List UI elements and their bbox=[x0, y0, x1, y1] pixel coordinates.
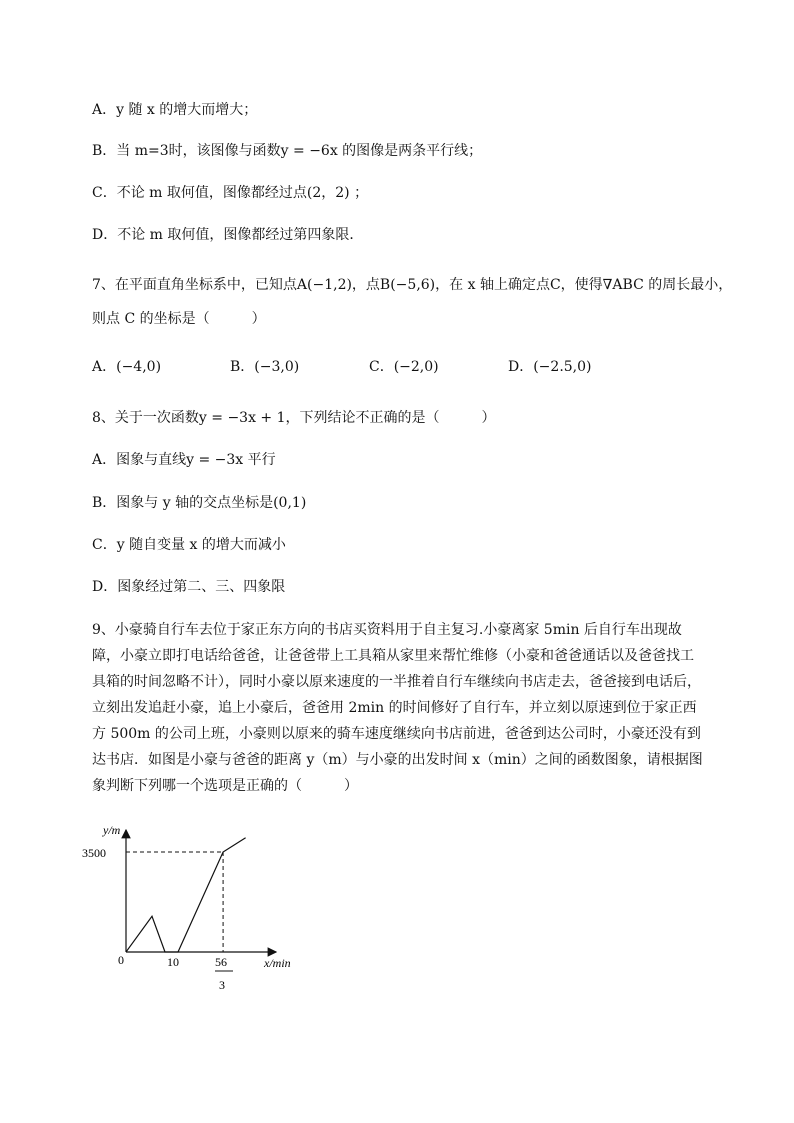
q8-option-d: D．图象经过第二、三、四象限 bbox=[92, 579, 286, 595]
x-axis-label: x/min bbox=[264, 956, 291, 970]
q6-option-c: C．不论 m 取何值，图像都经过点(2，2) ； bbox=[92, 185, 369, 201]
x-tick-fraction bbox=[215, 955, 233, 992]
q6-option-b: B．当 m=3时，该图像与函数y = −6x 的图像是两条平行线； bbox=[92, 143, 483, 159]
q7-option-b: B．(−3,0) bbox=[230, 359, 300, 375]
q8-option-b: B．图象与 y 轴的交点坐标是(0,1) bbox=[92, 495, 307, 511]
q8-stem: 8、关于一次函数y = −3x + 1，下列结论不正确的是（ ） bbox=[92, 410, 496, 426]
q7-stem-line2: 则点 C 的坐标是（ ） bbox=[92, 311, 266, 327]
x-tick-10: 10 bbox=[167, 955, 179, 969]
x-tick-0: 0 bbox=[118, 953, 124, 967]
q7-option-a: A．(−4,0) bbox=[92, 359, 162, 375]
q7-option-d: D．(−2.5,0) bbox=[508, 359, 592, 375]
q6-option-a: A．y 随 x 的增大而增大； bbox=[92, 102, 258, 118]
q6-option-d: D．不论 m 取何值，图像都经过第四象限． bbox=[92, 227, 364, 243]
q7-stem: 7、在平面直角坐标系中，已知点A(−1,2)，点B(−5,6)，在 x 轴上确定点C，使得∇ABC 的周长最小， bbox=[92, 277, 733, 293]
y-axis-label: y/m bbox=[103, 823, 121, 837]
fraction-denominator: 3 bbox=[219, 978, 225, 992]
fraction-numerator: 56 bbox=[215, 955, 227, 969]
q7-option-c: C．(−2,0) bbox=[369, 359, 439, 375]
y-tick-3500: 3500 bbox=[82, 846, 106, 860]
series-line-0 bbox=[126, 838, 246, 952]
q8-option-a: A．图象与直线y = −3x 平行 bbox=[92, 452, 276, 468]
q9-stem: 9、小豪骑自行车去位于家正东方向的书店买资料用于自主复习.小豪离家 5min 后自行车出现故障，小豪立即打电话给爸爸，让爸爸带上工具箱从家里来帮忙维修（小豪和爸爸通话以及爸爸找工具箱的时间忽略不计），同时小豪以原来速度的一半推着自行车继续向书店走去，爸爸接到电话后，立刻出发追赶小豪，追上小豪后，爸爸用 2min 的时间修好了自行车，并立刻以原速到位于家正西方 500m 的公司上班，小豪则以原来的骑车速度继续向书店前进，爸爸到达公司时，小豪还没有到达书店．如图是小豪与爸爸的距离 y（m）与小豪的出发时间 x（min）之间的函数图象，请根据图象判断下列哪一个选项是正确的（ ） bbox=[92, 622, 703, 794]
q8-option-c: C．y 随自变量 x 的增大而减小 bbox=[92, 537, 286, 553]
